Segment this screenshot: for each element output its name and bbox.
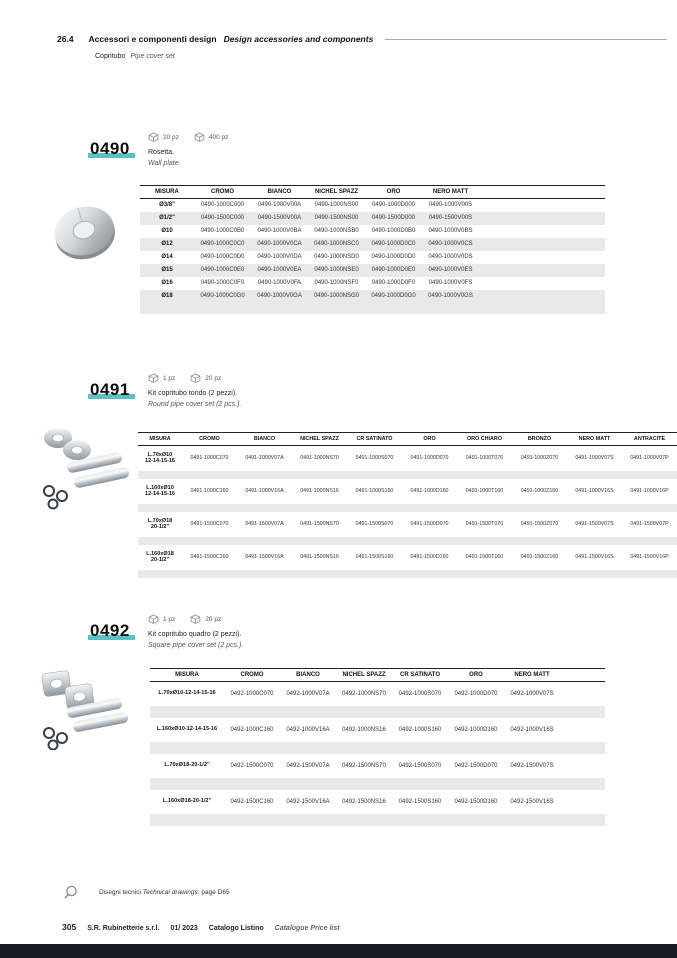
- code-cell: 0490-1000NSC0: [314, 241, 359, 247]
- table-row: [140, 212, 605, 225]
- column-header: BIANCO: [251, 186, 308, 199]
- code-cell: 0491-1000T160: [465, 488, 504, 494]
- code-cell: 0492-1000D070: [454, 690, 498, 697]
- filler-column: [479, 186, 605, 199]
- table-row: [150, 754, 605, 778]
- column-header: MISURA: [138, 433, 182, 446]
- code-cell: 0490-1000NSG0: [313, 293, 360, 299]
- code-cell: 0491-1000C160: [190, 488, 229, 494]
- size-cell: L.160xØ10 12-14-15-16: [145, 484, 175, 497]
- pack-small-label: 20 pz: [163, 133, 179, 141]
- table-row: [140, 251, 605, 264]
- code-cell: 0492-1500V07S: [510, 762, 554, 769]
- stripe-row: [150, 742, 605, 754]
- code-cell: 0491-1000NS16: [300, 488, 339, 494]
- code-cell: 0490-1000C0D0: [200, 254, 245, 260]
- table-header-row: [150, 669, 605, 682]
- size-cell: L.70xØ10-12-14-15-16: [158, 690, 216, 697]
- filler-cell: [479, 212, 605, 225]
- pack-small: [148, 132, 179, 142]
- product-name-en: Round pipe cover set (2 pcs.).: [148, 401, 242, 408]
- code-cell: 0490-1000D0F0: [371, 280, 416, 286]
- code-cell: 0490-1000C0F0: [200, 280, 245, 286]
- section-title-en: Design accessories and components: [223, 34, 374, 44]
- code-cell: 0490-1000V00A: [257, 202, 302, 209]
- table-header-row: [140, 186, 605, 199]
- code-cell: 0490-1000NSB0: [314, 228, 359, 234]
- drawings-page-ref: : page D65: [197, 889, 230, 896]
- column-header: CR SATINATO: [347, 433, 402, 446]
- product-code-block: [90, 139, 130, 159]
- code-cell: 0491-1500S070: [355, 521, 394, 527]
- code-cell: 0490-1000NS00: [314, 202, 359, 209]
- code-cell: 0490-1000C0E0: [200, 267, 245, 273]
- section-subheader: [95, 53, 175, 60]
- filler-cell: [560, 754, 605, 778]
- product-name-it: Kit copritubo quadro (2 pezzi).: [148, 631, 242, 638]
- column-header: CROMO: [194, 186, 251, 199]
- column-header: MISURA: [140, 186, 194, 199]
- code-cell: 0491-1000V07S: [575, 455, 614, 462]
- product-section-0491: [0, 368, 677, 593]
- column-header: CROMO: [182, 433, 237, 446]
- code-cell: 0491-1000D160: [410, 488, 449, 494]
- stripe-row: [138, 504, 677, 512]
- code-cell: 0492-1500S070: [398, 762, 442, 769]
- size-cell: L.70xØ18 20-1/2": [147, 517, 173, 530]
- size-cell: Ø3/8": [159, 201, 175, 208]
- price-table-0491: [138, 432, 677, 578]
- package-icon: [194, 132, 205, 142]
- code-cell: 0490-1000V0FA: [257, 280, 302, 286]
- code-cell: 0491-1500D070: [410, 521, 449, 527]
- code-cell: 0492-1000NS16: [342, 726, 386, 733]
- product-photo-round-pipe-cover: [36, 423, 131, 516]
- column-header: ORO CHIARO: [457, 433, 512, 446]
- catalog-title-it: Catalogo Listino: [208, 925, 264, 932]
- code-cell: 0491-1500V07A: [245, 521, 284, 527]
- code-cell: 0490-1000C000: [200, 202, 245, 209]
- filler-cell: [479, 225, 605, 238]
- code-cell: 0492-1500NS70: [342, 762, 386, 769]
- code-cell: 0491-1500C160: [190, 554, 229, 560]
- product-section-0492: [0, 610, 677, 845]
- code-cell: 0490-1000C0G0: [200, 293, 245, 299]
- product-name-en: Square pipe cover set (2 pcs.).: [148, 642, 244, 649]
- size-cell: L.160xØ18-20-1/2": [162, 798, 212, 804]
- header-rule: [385, 39, 667, 40]
- pack-large: [190, 614, 221, 624]
- product-code-block: [90, 621, 130, 641]
- code-cell: 0490-1000V0EA: [257, 267, 302, 273]
- subtitle-it: Copritubo: [95, 53, 126, 60]
- table-row: [140, 225, 605, 238]
- product-name-it: Kit copritubo tondo (2 pezzi).: [148, 390, 238, 397]
- column-header: ANTRACITE: [622, 433, 677, 446]
- code-cell: 0491-1500S160: [355, 554, 394, 560]
- column-header: NICHEL SPAZZ: [336, 669, 392, 682]
- table-row: [140, 290, 605, 303]
- company-name: S.R. Rubinetterie s.r.l.: [87, 925, 160, 932]
- table-header-row: [138, 433, 677, 446]
- package-icon: [148, 614, 159, 624]
- code-cell: 0490-1000V00S: [428, 202, 473, 209]
- pack-small: [148, 373, 175, 383]
- code-cell: 0490-1000NSD0: [314, 254, 359, 260]
- code-cell: 0490-1000V0CA: [257, 241, 302, 247]
- code-cell: 0492-1000NS70: [342, 690, 386, 697]
- code-cell: 0492-1000C160: [230, 726, 274, 733]
- size-cell: Ø15: [161, 266, 173, 273]
- packaging-info: [148, 614, 221, 624]
- filler-cell: [560, 790, 605, 814]
- code-cell: 0492-1500V07A: [286, 762, 330, 769]
- table-row: [140, 264, 605, 277]
- table-row: [150, 718, 605, 742]
- code-cell: 0491-1000S070: [355, 455, 394, 462]
- code-cell: 0490-1500NS00: [314, 215, 359, 221]
- magnifier-icon: [62, 884, 79, 901]
- pack-small: [148, 614, 175, 624]
- filler-cell: [479, 199, 605, 212]
- stripe-row: [150, 706, 605, 718]
- packaging-info: [148, 373, 221, 383]
- table-row: [138, 545, 677, 570]
- filler-cell: [479, 251, 605, 264]
- price-table-0492: [150, 668, 605, 826]
- table-row: [140, 199, 605, 212]
- code-cell: 0492-1500C160: [230, 798, 274, 805]
- page-number: 305: [62, 922, 77, 932]
- filler-cell: [560, 718, 605, 742]
- code-cell: 0492-1500S160: [398, 798, 442, 805]
- catalog-title-en: Catalogue Price list: [274, 925, 340, 932]
- code-cell: 0491-1000Z160: [520, 488, 559, 494]
- code-cell: 0492-1500V16S: [510, 798, 554, 805]
- code-cell: 0491-1500NS16: [300, 554, 339, 560]
- package-icon: [190, 373, 201, 383]
- code-cell: 0492-1000V07S: [510, 690, 554, 697]
- code-cell: 0490-1000NSE0: [314, 267, 359, 273]
- code-cell: 0490-1000D000: [371, 202, 416, 209]
- column-header: NERO MATT: [422, 186, 479, 199]
- code-cell: 0491-1000V16S: [575, 488, 614, 494]
- stripe-row: [138, 570, 677, 578]
- table-row: [140, 238, 605, 251]
- code-cell: 0491-1500Z070: [520, 521, 559, 527]
- package-icon: [190, 614, 201, 624]
- code-cell: 0490-1000D0D0: [371, 254, 416, 260]
- package-icon: [148, 132, 159, 142]
- code-cell: 0490-1000V0ES: [428, 267, 473, 273]
- code-cell: 0490-1000D0B0: [371, 228, 416, 234]
- subtitle-en: Pipe cover set: [130, 53, 175, 60]
- stripe-row: [150, 814, 605, 826]
- code-cell: 0491-1500NS70: [300, 521, 339, 527]
- code-cell: 0491-1500T160: [465, 554, 504, 560]
- code-cell: 0490-1000V0FS: [428, 280, 473, 286]
- pack-large: [190, 373, 221, 383]
- stripe-row: [150, 778, 605, 790]
- pack-large-label: 20 pz: [205, 374, 222, 382]
- drawings-text: [99, 889, 230, 896]
- drawings-label-en: Technical drawings: [142, 889, 198, 896]
- product-code-block: [90, 380, 130, 400]
- table-row: [138, 479, 677, 504]
- product-photo-wall-plate: [50, 190, 120, 275]
- code-cell: 0491-1000V16A: [245, 488, 284, 494]
- code-cell: 0492-1500C070: [230, 762, 274, 769]
- column-header: BIANCO: [280, 669, 336, 682]
- page-edge-bar: [0, 944, 677, 958]
- column-header: MISURA: [150, 669, 224, 682]
- code-cell: 0491-1500V16P: [630, 554, 669, 560]
- code-cell: 0490-1000V0BS: [428, 228, 473, 234]
- code-cell: 0490-1000D0C0: [371, 241, 416, 247]
- package-icon: [148, 373, 159, 383]
- size-cell: Ø14: [161, 253, 173, 260]
- product-code: 0492: [90, 621, 130, 640]
- code-cell: 0492-1000V16S: [510, 726, 554, 733]
- filler-cell: [560, 682, 605, 706]
- pack-large-label: 20 pz: [205, 615, 222, 623]
- code-cell: 0492-1000V16A: [286, 726, 330, 733]
- catalog-edition: 01/ 2023: [170, 925, 198, 932]
- pack-small-label: 1 pz: [163, 615, 176, 623]
- table-row: [138, 446, 677, 471]
- code-cell: 0491-1500V07S: [575, 521, 614, 527]
- product-name-it: Rosetta.: [148, 149, 175, 156]
- pack-small-label: 1 pz: [163, 374, 176, 382]
- code-cell: 0491-1000D070: [410, 455, 449, 462]
- filler-column: [560, 669, 605, 682]
- column-header: BRONZO: [512, 433, 567, 446]
- column-header: ORO: [402, 433, 457, 446]
- pack-large-label: 400 pz: [208, 133, 229, 141]
- size-cell: L.160xØ18 20-1/2": [146, 550, 174, 563]
- code-cell: 0492-1000S160: [398, 726, 442, 733]
- code-cell: 0490-1000D0E0: [371, 267, 416, 273]
- code-cell: 0491-1000V16P: [630, 488, 669, 494]
- technical-drawings-note: [62, 884, 230, 901]
- code-cell: 0491-1000T070: [465, 455, 504, 462]
- code-cell: 0491-1500C070: [190, 521, 229, 527]
- code-cell: 0492-1500D070: [454, 762, 498, 769]
- column-header: BIANCO: [237, 433, 292, 446]
- filler-cell: [479, 238, 605, 251]
- table-row: [138, 512, 677, 537]
- product-code: 0490: [90, 139, 130, 158]
- code-cell: 0490-1000V0GA: [257, 293, 302, 299]
- filler-cell: [479, 290, 605, 303]
- section-title-it: Accessori e componenti design: [88, 34, 217, 44]
- code-cell: 0490-1000C0B0: [200, 228, 245, 234]
- code-cell: 0491-1500D160: [410, 554, 449, 560]
- code-cell: 0490-1000V0GS: [428, 293, 473, 299]
- filler-cell: [479, 277, 605, 290]
- stripe-row: [140, 303, 605, 314]
- product-name: [148, 147, 181, 169]
- column-header: NERO MATT: [504, 669, 560, 682]
- pack-large: [194, 132, 229, 142]
- code-cell: 0492-1500NS16: [342, 798, 386, 805]
- code-cell: 0492-1000D160: [454, 726, 498, 733]
- code-cell: 0491-1000V07A: [245, 455, 284, 462]
- price-table-0490: [140, 185, 605, 314]
- table-row: [150, 682, 605, 706]
- stripe-row: [138, 471, 677, 479]
- size-cell: Ø10: [161, 227, 173, 234]
- size-cell: Ø1/2": [159, 214, 175, 221]
- code-cell: 0490-1500D000: [371, 215, 416, 221]
- code-cell: 0491-1000V07P: [630, 455, 669, 462]
- code-cell: 0491-1500V07P: [630, 521, 669, 527]
- code-cell: 0492-1500V16A: [286, 798, 330, 805]
- product-name: [148, 388, 241, 410]
- code-cell: 0490-1500C000: [200, 215, 245, 221]
- section-number: 26.4: [57, 34, 74, 44]
- column-header: NICHEL SPAZZ: [292, 433, 347, 446]
- product-photo-square-pipe-cover: [36, 668, 131, 755]
- column-header: ORO: [448, 669, 504, 682]
- size-cell: Ø16: [161, 279, 173, 286]
- code-cell: 0490-1000V0DA: [257, 254, 302, 260]
- code-cell: 0491-1000Z070: [520, 455, 559, 462]
- code-cell: 0490-1500V00S: [428, 215, 473, 221]
- size-cell: L.70xØ10 12-14-15-16: [145, 451, 175, 465]
- product-code: 0491: [90, 380, 130, 399]
- code-cell: 0490-1000V0CS: [428, 241, 473, 247]
- product-name: [148, 629, 243, 651]
- drawings-label-it: Disegni tecnici: [99, 889, 141, 896]
- code-cell: 0491-1500V16S: [575, 554, 614, 560]
- code-cell: 0490-1000NSF0: [314, 280, 359, 286]
- code-cell: 0492-1000C070: [230, 690, 274, 697]
- code-cell: 0492-1500D160: [454, 798, 498, 805]
- code-cell: 0491-1000S160: [355, 488, 394, 494]
- code-cell: 0491-1500T070: [465, 521, 504, 527]
- column-header: CROMO: [224, 669, 280, 682]
- table-row: [140, 277, 605, 290]
- packaging-info: [148, 132, 228, 142]
- stripe-row: [138, 537, 677, 545]
- code-cell: 0490-1000V0DS: [428, 254, 473, 260]
- footer-bar-text: [62, 922, 340, 932]
- size-cell: L.70xØ18-20-1/2": [164, 762, 210, 768]
- section-header: [57, 34, 667, 44]
- column-header: CR SATINATO: [392, 669, 448, 682]
- code-cell: 0492-1000S070: [398, 690, 442, 697]
- size-cell: Ø18: [161, 292, 173, 299]
- filler-cell: [479, 264, 605, 277]
- code-cell: 0490-1500V00A: [257, 215, 302, 221]
- column-header: ORO: [365, 186, 422, 199]
- table-row: [150, 790, 605, 814]
- code-cell: 0492-1000V07A: [286, 690, 330, 697]
- code-cell: 0490-1000C0C0: [200, 241, 245, 247]
- code-cell: 0491-1500Z160: [520, 554, 559, 560]
- product-name-en: Wall plate.: [148, 160, 181, 167]
- size-cell: Ø12: [161, 240, 173, 247]
- product-section-0490: [0, 128, 677, 343]
- code-cell: 0491-1000C070: [190, 455, 229, 462]
- size-cell: L.160xØ10-12-14-15-16: [156, 726, 218, 732]
- column-header: NERO MATT: [567, 433, 622, 446]
- code-cell: 0490-1000D0G0: [371, 293, 416, 299]
- code-cell: 0491-1500V16A: [245, 554, 284, 560]
- column-header: NICHEL SPAZZ: [308, 186, 365, 199]
- code-cell: 0491-1000NS70: [300, 455, 339, 462]
- code-cell: 0490-1000V0BA: [257, 228, 302, 234]
